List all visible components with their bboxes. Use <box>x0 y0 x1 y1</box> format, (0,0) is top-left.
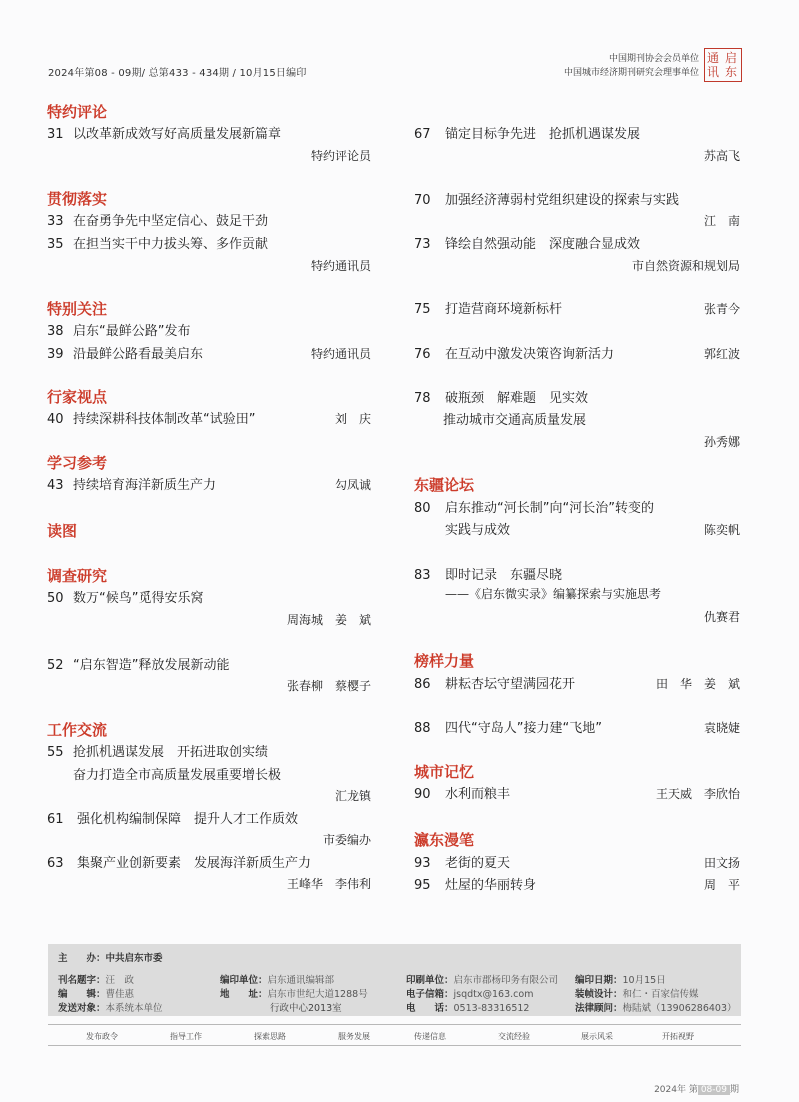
toc-author: 江 南 <box>703 214 740 228</box>
distribution-info: 发送对象：本系统本单位 <box>58 1003 163 1014</box>
toc-entry[interactable]: 80 启东推动“河长制”向“河长治”转变的 <box>414 501 654 516</box>
design-info: 装帧设计：和仁・百家信传媒 <box>575 989 699 1000</box>
toc-author: 特约通讯员 <box>310 347 371 361</box>
toc-entry[interactable]: 31 以改革新成效写好高质量发展新篇章 <box>47 127 282 142</box>
toc-entry[interactable]: 63 集聚产业创新要素 发展海洋新质生产力 <box>47 856 312 871</box>
membership-info <box>564 52 699 80</box>
toc-entry[interactable]: 43 持续培育海洋新质生产力 <box>47 478 217 493</box>
member-line-2: 中国城市经济期刊研究会理事单位 <box>563 68 699 78</box>
toc-entry[interactable]: 50 数万“候鸟”觅得安乐窝 <box>47 591 204 606</box>
toc-author: 王天威 李欣怡 <box>655 787 740 801</box>
section-dongjiang-luntan: 东疆论坛 <box>414 476 475 494</box>
toc-author: 王峰华 李伟利 <box>286 877 371 891</box>
toc-author: 市委编办 <box>322 833 371 847</box>
toc-author: 特约通讯员 <box>310 259 371 273</box>
section-teyue-pinglun: 特约评论 <box>47 103 108 121</box>
section-xuexi-cankao: 学习参考 <box>47 454 108 472</box>
logo-char: 东 <box>725 65 738 79</box>
motto-item: 传递信息 <box>414 1032 446 1041</box>
motto-row <box>48 1024 741 1046</box>
date-info: 编印日期：10月15日 <box>575 975 666 986</box>
toc-entry[interactable]: 73 锋绘自然强动能 深度融合显成效 <box>414 237 641 252</box>
motto-item: 展示风采 <box>581 1032 613 1041</box>
toc-entry[interactable]: 70 加强经济薄弱村党组织建设的探索与实践 <box>414 193 680 208</box>
toc-entry[interactable]: 86 耕耘杏坛守望满园花开 <box>414 677 576 692</box>
motto-item: 开拓视野 <box>662 1032 694 1041</box>
phone-info: 电 话：0513-83316512 <box>406 1003 530 1014</box>
toc-entry[interactable]: 40 持续深耕科技体制改革“试验田” <box>47 412 256 427</box>
toc-entry[interactable]: 61 强化机构编制保障 提升人才工作质效 <box>47 812 299 827</box>
toc-author: 田文扬 <box>703 856 740 870</box>
toc-author: 刘 庆 <box>334 412 371 426</box>
toc-author: 田 华 姜 斌 <box>655 677 740 691</box>
toc-entry[interactable]: 90 水利而粮丰 <box>414 787 511 802</box>
inscription-info: 刊名题字：汪 政 <box>58 975 135 986</box>
address-info: 地 址：启东市世纪大道1288号 <box>220 989 368 1000</box>
toc-entry[interactable]: 76 在互动中激发决策咨询新活力 <box>414 347 615 362</box>
toc-entry[interactable]: 78 破瓶颈 解难题 见实效 <box>414 391 589 406</box>
toc-author: 周 平 <box>703 878 740 892</box>
toc-entry-continued[interactable]: 实践与成效 <box>445 523 511 538</box>
toc-author: 市自然资源和规划局 <box>631 259 740 273</box>
toc-author: 勾凤诚 <box>334 478 371 492</box>
toc-entry[interactable]: 52 “启东智造”释放发展新动能 <box>47 658 230 673</box>
issue-pager: 2024年 第 08-09 期 <box>654 1085 739 1095</box>
section-diaocha-yanjiu: 调查研究 <box>47 567 108 585</box>
section-hangjia-shidian: 行家视点 <box>47 388 108 406</box>
toc-author: 张春柳 蔡樱子 <box>286 679 371 693</box>
unit-info: 编印单位：启东通讯编辑部 <box>220 975 335 986</box>
toc-entry[interactable]: 33 在奋勇争先中坚定信心、鼓足干劲 <box>47 214 269 229</box>
section-gongzuo-jiaoliu: 工作交流 <box>47 721 108 739</box>
toc-author: 孙秀娜 <box>703 435 740 449</box>
logo-char: 启 <box>725 51 738 65</box>
section-chengshi-jiyi: 城市记忆 <box>414 763 475 781</box>
magazine-logo <box>704 48 742 82</box>
logo-char: 通 <box>707 51 720 65</box>
toc-entry[interactable]: 83 即时记录 东疆尽晓 <box>414 568 563 583</box>
toc-entry[interactable]: 67 锚定目标争先进 抢抓机遇谋发展 <box>414 127 641 142</box>
toc-author: 张青今 <box>703 302 740 316</box>
toc-entry-continued[interactable]: 奋力打造全市高质量发展重要增长极 <box>73 768 282 783</box>
toc-author: 苏高飞 <box>703 149 740 163</box>
legal-info: 法律顾问：梅陆斌（13906286403） <box>575 1003 737 1014</box>
toc-entry[interactable]: 55 抢抓机遇谋发展 开拓进取创实绩 <box>47 745 269 760</box>
motto-item: 交流经验 <box>498 1032 530 1041</box>
toc-author: 袁晓婕 <box>703 721 740 735</box>
sponsor-info: 主 办：中共启东市委 <box>58 953 163 964</box>
toc-author: 郭红波 <box>703 347 740 361</box>
printer-info: 印刷单位：启东市郡杨印务有限公司 <box>406 975 559 986</box>
motto-item: 发布政令 <box>86 1032 118 1041</box>
editor-info: 编 辑：曹佳惠 <box>58 989 135 1000</box>
section-dutu[interactable]: 读图 <box>47 522 78 540</box>
toc-entry[interactable]: 35 在担当实干中力拔头筹、多作贡献 <box>47 237 269 252</box>
toc-author: 仇赛君 <box>703 610 740 624</box>
toc-entry[interactable]: 88 四代“守岛人”接力建“飞地” <box>414 721 602 736</box>
logo-char: 讯 <box>707 65 720 79</box>
toc-author: 汇龙镇 <box>334 789 371 803</box>
toc-author: 陈奕帆 <box>703 523 740 537</box>
toc-entry[interactable]: 75 打造营商环境新标杆 <box>414 302 563 317</box>
email-info: 电子信箱：jsqdtx@163.com <box>406 989 534 1000</box>
toc-entry[interactable]: 93 老街的夏天 <box>414 856 511 871</box>
toc-author: 周海城 姜 斌 <box>286 613 371 627</box>
toc-subtitle: ——《启东微实录》编纂探索与实施思考 <box>445 587 662 601</box>
member-line-1: 中国期刊协会会员单位 <box>608 54 699 64</box>
toc-entry[interactable]: 95 灶屋的华丽转身 <box>414 878 537 893</box>
section-guanche-luoshi: 贯彻落实 <box>47 190 108 208</box>
toc-author: 特约评论员 <box>310 149 371 163</box>
section-yingdong-manbi: 瀛东漫笔 <box>414 831 475 849</box>
address-line-2: 行政中心2013室 <box>270 1003 342 1014</box>
issue-info: 2024年第08 - 09期/ 总第433 - 434期 / 10月15日编印 <box>48 68 307 79</box>
motto-item: 探索思路 <box>254 1032 286 1041</box>
toc-entry[interactable]: 38 启东“最鲜公路”发布 <box>47 324 191 339</box>
section-tebie-guanzhu: 特别关注 <box>47 300 108 318</box>
publication-info-box <box>48 944 741 1016</box>
motto-item: 指导工作 <box>170 1032 202 1041</box>
page-number-badge: 08-09 <box>698 1085 730 1095</box>
toc-entry[interactable]: 39 沿最鲜公路看最美启东 <box>47 347 204 362</box>
toc-entry-continued[interactable]: 推动城市交通高质量发展 <box>443 413 587 428</box>
motto-item: 服务发展 <box>338 1032 370 1041</box>
section-bangyang-liliang: 榜样力量 <box>414 652 475 670</box>
